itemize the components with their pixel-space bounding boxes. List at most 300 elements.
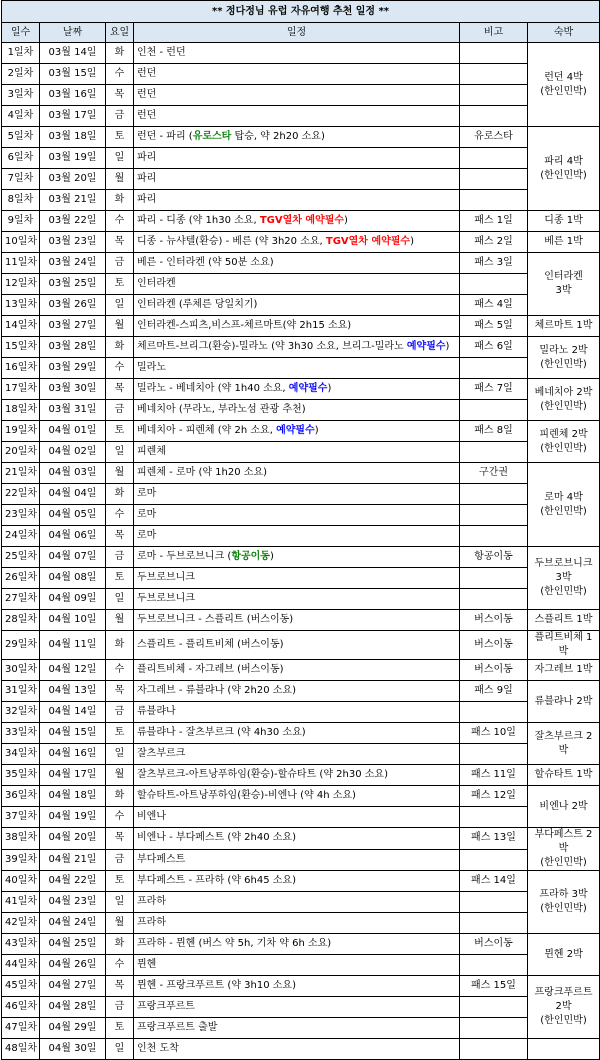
day-cell: 40일차 bbox=[2, 871, 40, 892]
plan-highlight: 유로스타 bbox=[192, 131, 232, 142]
date-cell: 04월 05일 bbox=[40, 505, 106, 526]
weekday-cell: 일 bbox=[106, 744, 134, 765]
title-row bbox=[2, 1, 600, 23]
date-cell: 04월 25일 bbox=[40, 934, 106, 955]
stay-line: 자그레브 1박 bbox=[534, 664, 593, 675]
plan-text: 부다페스트 bbox=[137, 853, 186, 865]
stay-cell bbox=[528, 1039, 600, 1060]
table-row bbox=[2, 681, 600, 702]
note-cell: 패스 6일 bbox=[460, 337, 528, 358]
table-row bbox=[2, 337, 600, 358]
day-cell: 4일차 bbox=[2, 106, 40, 127]
date-cell: 04월 19일 bbox=[40, 807, 106, 828]
table-row bbox=[2, 211, 600, 232]
weekday-cell: 월 bbox=[106, 169, 134, 190]
weekday-cell: 수 bbox=[106, 807, 134, 828]
table-row bbox=[2, 421, 600, 442]
plan-text: 잘츠부르크-아트낭푸하임(환승)-할슈타트 (약 2h30 소요) bbox=[137, 769, 388, 780]
weekday-cell: 일 bbox=[106, 442, 134, 463]
stay-line: 파리 4박 bbox=[544, 155, 583, 167]
weekday-cell: 금 bbox=[106, 106, 134, 127]
plan-cell bbox=[134, 253, 460, 274]
note-cell: 패스 9일 bbox=[460, 681, 528, 702]
date-cell: 03월 30일 bbox=[40, 379, 106, 400]
table-row bbox=[2, 400, 600, 421]
weekday-cell: 금 bbox=[106, 997, 134, 1018]
date-cell: 04월 29일 bbox=[40, 1018, 106, 1039]
table-row bbox=[2, 85, 600, 106]
table-row bbox=[2, 934, 600, 955]
weekday-cell: 토 bbox=[106, 871, 134, 892]
date-cell: 04월 30일 bbox=[40, 1039, 106, 1060]
table-row bbox=[2, 148, 600, 169]
stay-line: 베른 1박 bbox=[544, 236, 583, 247]
plan-cell bbox=[134, 400, 460, 421]
plan-highlight: 예약필수 bbox=[406, 341, 446, 352]
weekday-cell: 수 bbox=[106, 64, 134, 85]
date-cell: 04월 16일 bbox=[40, 744, 106, 765]
stay-line: (한인민박) bbox=[540, 169, 587, 181]
plan-text: 파리 - 디종 (약 1h30 소요, bbox=[137, 215, 260, 226]
plan-text: ) bbox=[410, 236, 414, 247]
day-cell: 36일차 bbox=[2, 786, 40, 807]
plan-cell bbox=[134, 702, 460, 723]
plan-text: 인터라켄 (루체른 당일치기) bbox=[137, 299, 258, 310]
header-day: 일수 bbox=[2, 23, 40, 43]
stay-line: (한인민박) bbox=[540, 400, 587, 412]
day-cell: 12일차 bbox=[2, 274, 40, 295]
stay-cell bbox=[528, 723, 600, 765]
plan-cell bbox=[134, 190, 460, 211]
plan-text: 파리 bbox=[137, 152, 157, 163]
day-cell: 14일차 bbox=[2, 316, 40, 337]
date-cell: 04월 17일 bbox=[40, 765, 106, 786]
stay-line: 스플리트 1박 bbox=[534, 614, 593, 625]
plan-text: 뮌헨 - 프랑크푸르트 (약 3h10 소요) bbox=[137, 980, 296, 991]
note-cell bbox=[460, 64, 528, 85]
plan-text: 프라하 bbox=[137, 917, 166, 928]
day-cell: 21일차 bbox=[2, 463, 40, 484]
plan-text: 체르마트-브리그(환승)-밀라노 (약 3h30 소요, 브리그-밀라노 bbox=[137, 341, 407, 352]
plan-text: 로마 bbox=[137, 509, 157, 520]
date-cell: 03월 23일 bbox=[40, 232, 106, 253]
date-cell: 03월 19일 bbox=[40, 148, 106, 169]
note-cell: 패스 5일 bbox=[460, 316, 528, 337]
plan-cell bbox=[134, 43, 460, 64]
plan-text: 탑승, 약 2h20 소요) bbox=[231, 131, 325, 142]
stay-line: 두브로브니크 bbox=[534, 558, 593, 569]
plan-text: 런던 bbox=[137, 110, 157, 121]
stay-cell bbox=[528, 547, 600, 610]
note-cell bbox=[460, 484, 528, 505]
plan-text: 인터라켄-스피츠,비스프-체르마트(약 2h15 소요) bbox=[137, 320, 352, 331]
plan-cell bbox=[134, 660, 460, 681]
plan-text: ) bbox=[269, 551, 274, 562]
date-cell: 04월 11일 bbox=[40, 631, 106, 660]
table-row bbox=[2, 871, 600, 892]
day-cell: 10일차 bbox=[2, 232, 40, 253]
date-cell: 04월 26일 bbox=[40, 955, 106, 976]
note-cell bbox=[460, 913, 528, 934]
weekday-cell: 화 bbox=[106, 631, 134, 660]
note-cell: 버스이동 bbox=[460, 660, 528, 681]
stay-line: 부다페스트 2박 bbox=[534, 829, 593, 854]
stay-line: (한인민박) bbox=[540, 358, 587, 370]
stay-line: 할슈타트 1박 bbox=[534, 769, 593, 780]
day-cell: 31일차 bbox=[2, 681, 40, 702]
plan-text: ) bbox=[344, 215, 348, 226]
date-cell: 04월 04일 bbox=[40, 484, 106, 505]
date-cell: 04월 20일 bbox=[40, 828, 106, 850]
weekday-cell: 화 bbox=[106, 190, 134, 211]
table-row bbox=[2, 1018, 600, 1039]
plan-text: 로마 - 두브로브니크 ( bbox=[137, 551, 232, 562]
day-cell: 24일차 bbox=[2, 526, 40, 547]
date-cell: 03월 24일 bbox=[40, 253, 106, 274]
stay-line: 프랑크푸르트 bbox=[534, 987, 593, 998]
date-cell: 04월 06일 bbox=[40, 526, 106, 547]
plan-cell bbox=[134, 955, 460, 976]
date-cell: 04월 13일 bbox=[40, 681, 106, 702]
stay-line: (한인민박) bbox=[540, 442, 587, 454]
stay-line: (한인민박) bbox=[540, 857, 587, 868]
day-cell: 6일차 bbox=[2, 148, 40, 169]
date-cell: 04월 24일 bbox=[40, 913, 106, 934]
note-cell bbox=[460, 400, 528, 421]
stay-line: (한인민박) bbox=[540, 1015, 587, 1026]
weekday-cell: 일 bbox=[106, 1039, 134, 1060]
weekday-cell: 수 bbox=[106, 660, 134, 681]
day-cell: 15일차 bbox=[2, 337, 40, 358]
stay-cell bbox=[528, 463, 600, 547]
weekday-cell: 목 bbox=[106, 379, 134, 400]
plan-cell bbox=[134, 892, 460, 913]
stay-cell bbox=[528, 211, 600, 232]
weekday-cell: 화 bbox=[106, 934, 134, 955]
note-cell bbox=[460, 169, 528, 190]
date-cell: 03월 26일 bbox=[40, 295, 106, 316]
stay-cell bbox=[528, 871, 600, 934]
table-row bbox=[2, 232, 600, 253]
note-cell bbox=[460, 85, 528, 106]
plan-text: 스플리트 - 플리트비체 (버스이동) bbox=[137, 639, 284, 650]
header-date: 날짜 bbox=[40, 23, 106, 43]
plan-text: 두브로브니크 bbox=[137, 572, 195, 583]
weekday-cell: 금 bbox=[106, 547, 134, 568]
plan-text: ) bbox=[327, 383, 332, 394]
stay-cell bbox=[528, 786, 600, 828]
plan-cell bbox=[134, 127, 460, 148]
note-cell: 버스이동 bbox=[460, 610, 528, 631]
plan-text: 두브로브니크 - 스플리트 (버스이동) bbox=[137, 614, 294, 625]
weekday-cell: 목 bbox=[106, 681, 134, 702]
day-cell: 23일차 bbox=[2, 505, 40, 526]
table-row bbox=[2, 169, 600, 190]
day-cell: 30일차 bbox=[2, 660, 40, 681]
table-row bbox=[2, 316, 600, 337]
plan-cell bbox=[134, 786, 460, 807]
stay-line: (한인민박) bbox=[540, 505, 587, 517]
day-cell: 33일차 bbox=[2, 723, 40, 744]
date-cell: 03월 16일 bbox=[40, 85, 106, 106]
plan-text: 류블랴나 bbox=[137, 706, 176, 717]
date-cell: 03월 31일 bbox=[40, 400, 106, 421]
weekday-cell: 월 bbox=[106, 316, 134, 337]
table-row bbox=[2, 744, 600, 765]
note-cell bbox=[460, 190, 528, 211]
plan-cell bbox=[134, 913, 460, 934]
itinerary-table bbox=[1, 0, 600, 1060]
note-cell bbox=[460, 955, 528, 976]
plan-cell bbox=[134, 211, 460, 232]
day-cell: 32일차 bbox=[2, 702, 40, 723]
table-row bbox=[2, 807, 600, 828]
table-row bbox=[2, 505, 600, 526]
table-row bbox=[2, 547, 600, 568]
note-cell bbox=[460, 807, 528, 828]
header-note: 비고 bbox=[460, 23, 528, 43]
note-cell bbox=[460, 1018, 528, 1039]
day-cell: 9일차 bbox=[2, 211, 40, 232]
plan-text: 할슈타트-아트낭푸하임(환승)-비엔나 (약 4h 소요) bbox=[137, 790, 356, 801]
weekday-cell: 월 bbox=[106, 610, 134, 631]
weekday-cell: 월 bbox=[106, 765, 134, 786]
plan-cell bbox=[134, 379, 460, 400]
table-row bbox=[2, 127, 600, 148]
plan-text: 밀라노 bbox=[137, 362, 166, 373]
stay-line: 인터라켄 bbox=[544, 271, 583, 282]
table-row bbox=[2, 660, 600, 681]
stay-line: 프라하 3박 bbox=[539, 889, 588, 900]
date-cell: 04월 07일 bbox=[40, 547, 106, 568]
plan-highlight: 예약필수 bbox=[288, 383, 328, 394]
plan-text: 런던 - 파리 ( bbox=[137, 131, 193, 142]
table-row bbox=[2, 631, 600, 660]
day-cell: 37일차 bbox=[2, 807, 40, 828]
stay-cell bbox=[528, 421, 600, 463]
table-row bbox=[2, 526, 600, 547]
day-cell: 27일차 bbox=[2, 589, 40, 610]
plan-text: 파리 bbox=[137, 194, 157, 205]
stay-line: 비엔나 2박 bbox=[539, 800, 588, 812]
day-cell: 29일차 bbox=[2, 631, 40, 660]
note-cell: 버스이동 bbox=[460, 934, 528, 955]
stay-cell bbox=[528, 127, 600, 211]
stay-line: 2박 bbox=[555, 1001, 572, 1012]
note-cell: 패스 11일 bbox=[460, 765, 528, 786]
stay-line: (한인민박) bbox=[540, 586, 587, 597]
plan-cell bbox=[134, 358, 460, 379]
table-row bbox=[2, 997, 600, 1018]
day-cell: 28일차 bbox=[2, 610, 40, 631]
day-cell: 41일차 bbox=[2, 892, 40, 913]
note-cell: 패스 1일 bbox=[460, 211, 528, 232]
stay-cell bbox=[528, 631, 600, 660]
table-row bbox=[2, 253, 600, 274]
table-row bbox=[2, 274, 600, 295]
plan-text: 비엔나 - 부다페스트 (약 2h40 소요) bbox=[137, 832, 296, 844]
plan-cell bbox=[134, 106, 460, 127]
date-cell: 04월 14일 bbox=[40, 702, 106, 723]
plan-text: 베네치아 - 피렌체 (약 2h 소요, bbox=[137, 425, 277, 436]
plan-cell bbox=[134, 1018, 460, 1039]
weekday-cell: 수 bbox=[106, 955, 134, 976]
table-row bbox=[2, 892, 600, 913]
note-cell bbox=[460, 849, 528, 871]
stay-cell bbox=[528, 337, 600, 379]
day-cell: 3일차 bbox=[2, 85, 40, 106]
plan-cell bbox=[134, 526, 460, 547]
note-cell: 패스 10일 bbox=[460, 723, 528, 744]
day-cell: 2일차 bbox=[2, 64, 40, 85]
date-cell: 04월 02일 bbox=[40, 442, 106, 463]
weekday-cell: 수 bbox=[106, 505, 134, 526]
table-row bbox=[2, 786, 600, 807]
plan-text: ) bbox=[445, 341, 450, 352]
plan-cell bbox=[134, 316, 460, 337]
table-row bbox=[2, 190, 600, 211]
day-cell: 48일차 bbox=[2, 1039, 40, 1060]
plan-cell bbox=[134, 274, 460, 295]
plan-cell bbox=[134, 232, 460, 253]
date-cell: 04월 21일 bbox=[40, 849, 106, 871]
plan-cell bbox=[134, 610, 460, 631]
plan-cell bbox=[134, 337, 460, 358]
stay-line: 디종 1박 bbox=[544, 215, 583, 226]
day-cell: 16일차 bbox=[2, 358, 40, 379]
plan-text: 파리 bbox=[137, 173, 157, 184]
plan-cell bbox=[134, 1039, 460, 1060]
date-cell: 03월 22일 bbox=[40, 211, 106, 232]
stay-line: 피렌체 2박 bbox=[539, 428, 588, 440]
table-row bbox=[2, 43, 600, 64]
weekday-cell: 금 bbox=[106, 849, 134, 871]
table-row bbox=[2, 976, 600, 997]
weekday-cell: 토 bbox=[106, 1018, 134, 1039]
day-cell: 25일차 bbox=[2, 547, 40, 568]
weekday-cell: 금 bbox=[106, 253, 134, 274]
plan-text: 부다페스트 - 프라하 (약 6h45 소요) bbox=[137, 875, 296, 886]
date-cell: 04월 27일 bbox=[40, 976, 106, 997]
stay-line: 잘츠부르크 2박 bbox=[534, 730, 593, 756]
day-cell: 44일차 bbox=[2, 955, 40, 976]
plan-text: 로마 bbox=[137, 530, 157, 541]
plan-cell bbox=[134, 828, 460, 850]
stay-cell bbox=[528, 976, 600, 1039]
plan-cell bbox=[134, 85, 460, 106]
header-row bbox=[2, 23, 600, 43]
weekday-cell: 일 bbox=[106, 892, 134, 913]
weekday-cell: 일 bbox=[106, 148, 134, 169]
note-cell bbox=[460, 702, 528, 723]
weekday-cell: 화 bbox=[106, 43, 134, 64]
day-cell: 20일차 bbox=[2, 442, 40, 463]
stay-line: 3박 bbox=[555, 285, 572, 296]
note-cell bbox=[460, 358, 528, 379]
plan-cell bbox=[134, 871, 460, 892]
plan-text: 두브로브니크 bbox=[137, 593, 195, 604]
stay-line: 3박 bbox=[555, 572, 572, 583]
date-cell: 04월 23일 bbox=[40, 892, 106, 913]
note-cell bbox=[460, 442, 528, 463]
note-cell: 패스 4일 bbox=[460, 295, 528, 316]
date-cell: 04월 22일 bbox=[40, 871, 106, 892]
note-cell: 버스이동 bbox=[460, 631, 528, 660]
plan-highlight: 예약필수 bbox=[276, 425, 315, 436]
plan-text: 플리트비체 - 자그레브 (버스이동) bbox=[137, 664, 284, 675]
weekday-cell: 월 bbox=[106, 463, 134, 484]
weekday-cell: 목 bbox=[106, 232, 134, 253]
plan-cell bbox=[134, 463, 460, 484]
table-row bbox=[2, 463, 600, 484]
stay-cell bbox=[528, 610, 600, 631]
stay-line: 베네치아 2박 bbox=[534, 386, 593, 398]
plan-text: 뮌헨 bbox=[137, 959, 157, 970]
plan-text: 런던 bbox=[137, 89, 157, 100]
stay-cell bbox=[528, 379, 600, 421]
plan-text: 프라하 - 뮌헨 (버스 약 5h, 기차 약 6h 소요) bbox=[137, 938, 332, 949]
table-row bbox=[2, 379, 600, 400]
table-row bbox=[2, 765, 600, 786]
plan-text: 자그레브 - 류블랴나 (약 2h20 소요) bbox=[137, 685, 296, 696]
table-row bbox=[2, 106, 600, 127]
stay-line: 류블랴나 2박 bbox=[534, 695, 593, 707]
table-row bbox=[2, 295, 600, 316]
plan-text: 로마 bbox=[137, 488, 157, 499]
plan-text: 런던 bbox=[137, 68, 157, 79]
note-cell bbox=[460, 1039, 528, 1060]
weekday-cell: 월 bbox=[106, 913, 134, 934]
table-row bbox=[2, 568, 600, 589]
stay-line: (한인민박) bbox=[540, 903, 587, 914]
note-cell: 패스 14일 bbox=[460, 871, 528, 892]
plan-cell bbox=[134, 148, 460, 169]
weekday-cell: 토 bbox=[106, 568, 134, 589]
stay-line: 로마 4박 bbox=[544, 491, 583, 503]
stay-line: 체르마트 1박 bbox=[534, 320, 593, 331]
plan-cell bbox=[134, 976, 460, 997]
plan-highlight: 항공이동 bbox=[231, 551, 270, 562]
page-title: ** 정다정님 유럽 자유여행 추천 일정 ** bbox=[2, 1, 600, 23]
note-cell: 패스 13일 bbox=[460, 828, 528, 850]
weekday-cell: 일 bbox=[106, 295, 134, 316]
date-cell: 03월 15일 bbox=[40, 64, 106, 85]
day-cell: 19일차 bbox=[2, 421, 40, 442]
plan-cell bbox=[134, 934, 460, 955]
note-cell: 패스 3일 bbox=[460, 253, 528, 274]
plan-cell bbox=[134, 295, 460, 316]
weekday-cell: 화 bbox=[106, 337, 134, 358]
day-cell: 1일차 bbox=[2, 43, 40, 64]
note-cell bbox=[460, 274, 528, 295]
plan-text: 인천 도착 bbox=[137, 1043, 179, 1054]
date-cell: 04월 09일 bbox=[40, 589, 106, 610]
table-row bbox=[2, 589, 600, 610]
date-cell: 03월 20일 bbox=[40, 169, 106, 190]
day-cell: 8일차 bbox=[2, 190, 40, 211]
date-cell: 03월 21일 bbox=[40, 190, 106, 211]
weekday-cell: 화 bbox=[106, 786, 134, 807]
plan-text: 비엔나 bbox=[137, 811, 166, 822]
table-row bbox=[2, 702, 600, 723]
table-row bbox=[2, 955, 600, 976]
weekday-cell: 토 bbox=[106, 723, 134, 744]
table-row bbox=[2, 1039, 600, 1060]
plan-text: 밀라노 - 베네치아 (약 1h40 소요, bbox=[137, 383, 289, 394]
day-cell: 45일차 bbox=[2, 976, 40, 997]
weekday-cell: 토 bbox=[106, 274, 134, 295]
day-cell: 34일차 bbox=[2, 744, 40, 765]
